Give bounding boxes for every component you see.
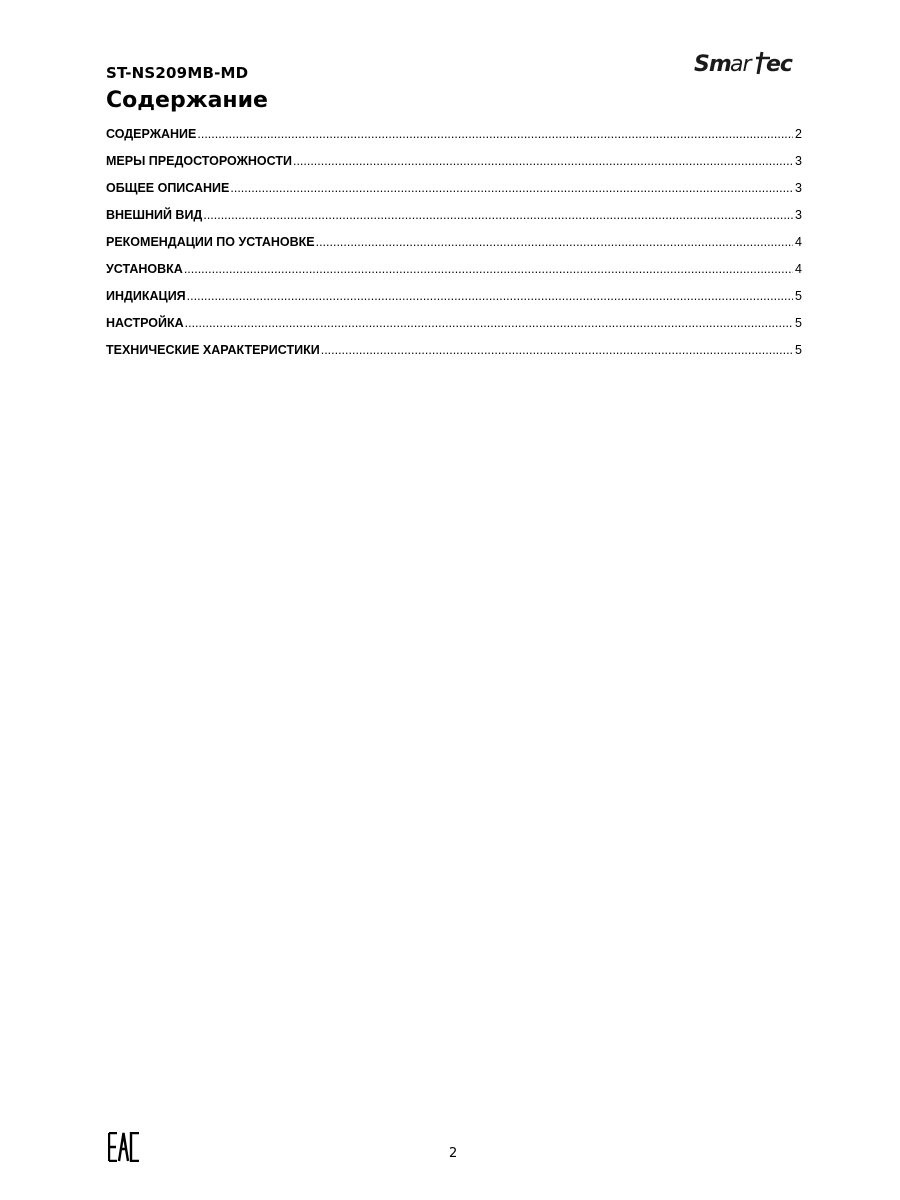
model-number: ST-NS209MB-MD <box>106 64 249 82</box>
toc-entry-label: ИНДИКАЦИЯ <box>106 289 186 303</box>
toc-entry[interactable] <box>106 151 802 178</box>
toc-entry-label: НАСТРОЙКА <box>106 316 184 330</box>
svg-text:ar: ar <box>730 52 751 77</box>
toc-entry[interactable] <box>106 124 802 151</box>
toc-dot-leader <box>230 178 793 198</box>
toc-entry-page: 5 <box>795 316 802 330</box>
smartec-logo <box>692 44 804 84</box>
page-number: 2 <box>449 1146 458 1161</box>
eac-mark-icon <box>108 1132 140 1162</box>
toc-dot-leader <box>203 205 793 225</box>
toc-entry-page: 5 <box>795 289 802 303</box>
toc-entry[interactable] <box>106 205 802 232</box>
toc-entry-label: ВНЕШНИЙ ВИД <box>106 208 203 222</box>
toc-entry-page: 3 <box>795 154 802 168</box>
toc-entry-label: ТЕХНИЧЕСКИЕ ХАРАКТЕРИСТИКИ <box>106 343 320 357</box>
toc-entry-label: УСТАНОВКА <box>106 262 183 276</box>
svg-text:ec: ec <box>766 52 792 77</box>
table-of-contents <box>106 124 802 367</box>
toc-entry-label: РЕКОМЕНДАЦИИ ПО УСТАНОВКЕ <box>106 235 315 249</box>
toc-dot-leader <box>293 151 793 171</box>
toc-entry-page: 2 <box>795 127 802 141</box>
toc-entry[interactable] <box>106 178 802 205</box>
toc-entry[interactable] <box>106 232 802 259</box>
toc-dot-leader <box>185 313 793 333</box>
toc-dot-leader <box>316 232 793 252</box>
toc-entry-page: 4 <box>795 235 802 249</box>
toc-dot-leader <box>197 124 793 144</box>
toc-entry[interactable] <box>106 340 802 367</box>
toc-entry-page: 3 <box>795 208 802 222</box>
toc-dot-leader <box>184 259 793 279</box>
toc-entry-label: ОБЩЕЕ ОПИСАНИЕ <box>106 181 230 195</box>
toc-entry-page: 5 <box>795 343 802 357</box>
toc-entry[interactable] <box>106 286 802 313</box>
toc-entry-page: 3 <box>795 181 802 195</box>
toc-dot-leader <box>321 340 793 360</box>
toc-entry[interactable] <box>106 313 802 340</box>
toc-entry-label: СОДЕРЖАНИЕ <box>106 127 197 141</box>
toc-entry-label: МЕРЫ ПРЕДОСТОРОЖНОСТИ <box>106 154 292 168</box>
svg-text:Sm: Sm <box>694 52 731 77</box>
page-title: Содержание <box>106 88 268 113</box>
toc-entry[interactable] <box>106 259 802 286</box>
toc-dot-leader <box>187 286 793 306</box>
toc-entry-page: 4 <box>795 262 802 276</box>
